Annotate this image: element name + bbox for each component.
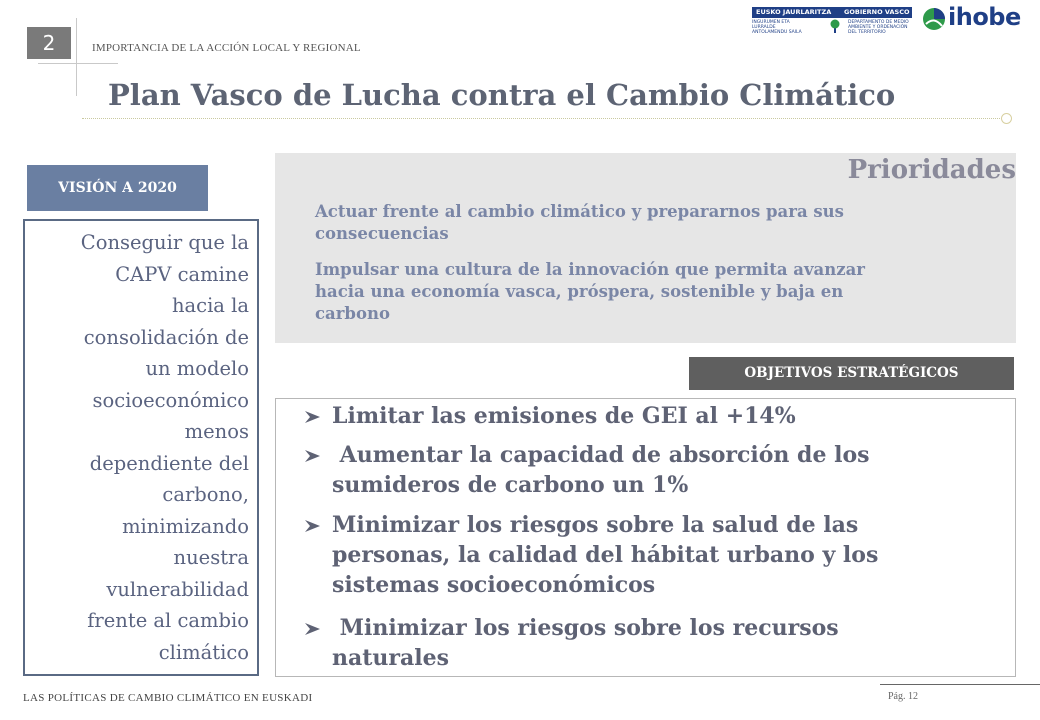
arrow-bullet-icon xyxy=(304,510,326,533)
priority-line: hacia una economía vasca, próspera, sostenible y baja en xyxy=(315,282,844,301)
objectives-tag: OBJETIVOS ESTRATÉGICOS xyxy=(689,357,1014,390)
arrow-bullet-icon xyxy=(304,613,326,636)
priority-item xyxy=(315,259,975,325)
ihobe-logo-text: ihobe xyxy=(948,3,1021,31)
priority-line: Actuar frente al cambio climático y prepararnos para sus xyxy=(315,202,844,221)
footer-text: LAS POLÍTICAS DE CAMBIO CLIMÁTICO EN EUSKADI xyxy=(23,692,313,704)
objective-line: Minimizar los riesgos sobre la salud de las xyxy=(332,512,859,538)
page-number: Pág. 12 xyxy=(888,691,918,702)
eusko-logo-sub-left: INGURUMEN ETA LURRALDE ANTOLAMENDU SAILA xyxy=(752,20,802,35)
objective-line: sumideros de carbono un 1% xyxy=(332,472,689,498)
vision-line: menos xyxy=(184,420,249,443)
decorative-horizontal-line xyxy=(38,63,118,64)
ihobe-globe-icon xyxy=(922,6,946,32)
objective-line: Limitar las emisiones de GEI al +14% xyxy=(332,403,796,429)
eusko-logo-sub-right: DEPARTAMENTO DE MEDIO AMBIENTE Y ORDENACIÓN DEL TERRITORIO xyxy=(848,20,909,35)
priority-line: carbono xyxy=(315,304,390,323)
vision-line: CAPV camine xyxy=(115,262,249,286)
objective-item xyxy=(304,613,994,673)
decorative-vertical-line xyxy=(76,18,77,96)
objective-item xyxy=(304,401,994,431)
eusko-logo-right-text: GOBIERNO VASCO xyxy=(844,8,910,16)
eusko-logo-left-text: EUSKO JAURLARITZA xyxy=(756,8,832,16)
vision-line: hacia la xyxy=(171,294,249,317)
arrow-bullet-icon xyxy=(304,440,326,463)
eusko-jaurlaritza-logo xyxy=(752,7,912,35)
objective-item xyxy=(304,510,994,600)
vision-line: frente al cambio xyxy=(87,609,249,632)
vision-line: dependiente del xyxy=(89,451,249,475)
priorities-title: Prioridades xyxy=(847,155,1016,185)
title-underline xyxy=(82,118,1002,119)
page-title: Plan Vasco de Lucha contra el Cambio Climático xyxy=(108,78,896,112)
vision-text-box xyxy=(23,219,259,676)
objective-line: Aumentar la capacidad de absorción de los xyxy=(332,442,870,468)
objective-line: personas, la calidad del hábitat urbano y los xyxy=(332,542,879,568)
vision-line: un modelo xyxy=(145,357,249,380)
vision-line: Conseguir que la xyxy=(80,231,249,254)
title-line-end-circle xyxy=(1001,113,1012,124)
vision-line: climático xyxy=(158,640,249,664)
objective-item xyxy=(304,440,994,500)
vision-line: vulnerabilidad xyxy=(106,577,249,601)
tree-emblem-icon xyxy=(830,19,840,33)
objective-line: naturales xyxy=(332,645,449,671)
section-number-badge: 2 xyxy=(27,27,71,59)
objective-line: Minimizar los riesgos sobre los recursos xyxy=(332,615,839,641)
arrow-bullet-icon xyxy=(304,401,326,424)
section-title: IMPORTANCIA DE LA ACCIÓN LOCAL Y REGIONAL xyxy=(92,42,361,54)
vision-tag: VISIÓN A 2020 xyxy=(27,165,208,211)
vision-line: socioeconómico xyxy=(92,388,249,412)
vision-line: nuestra xyxy=(173,546,249,569)
priority-item xyxy=(315,201,975,245)
objective-line: sistemas socioeconómicos xyxy=(332,572,656,598)
priority-line: consecuencias xyxy=(315,224,449,243)
priority-line: Impulsar una cultura de la innovación que permita avanzar xyxy=(315,260,865,279)
vision-line: carbono, xyxy=(162,483,249,506)
eusko-logo-bar xyxy=(752,7,912,18)
page-number-divider xyxy=(880,684,1040,685)
vision-line: consolidación de xyxy=(83,325,249,349)
vision-line: minimizando xyxy=(122,514,249,538)
ihobe-logo xyxy=(922,4,1026,34)
